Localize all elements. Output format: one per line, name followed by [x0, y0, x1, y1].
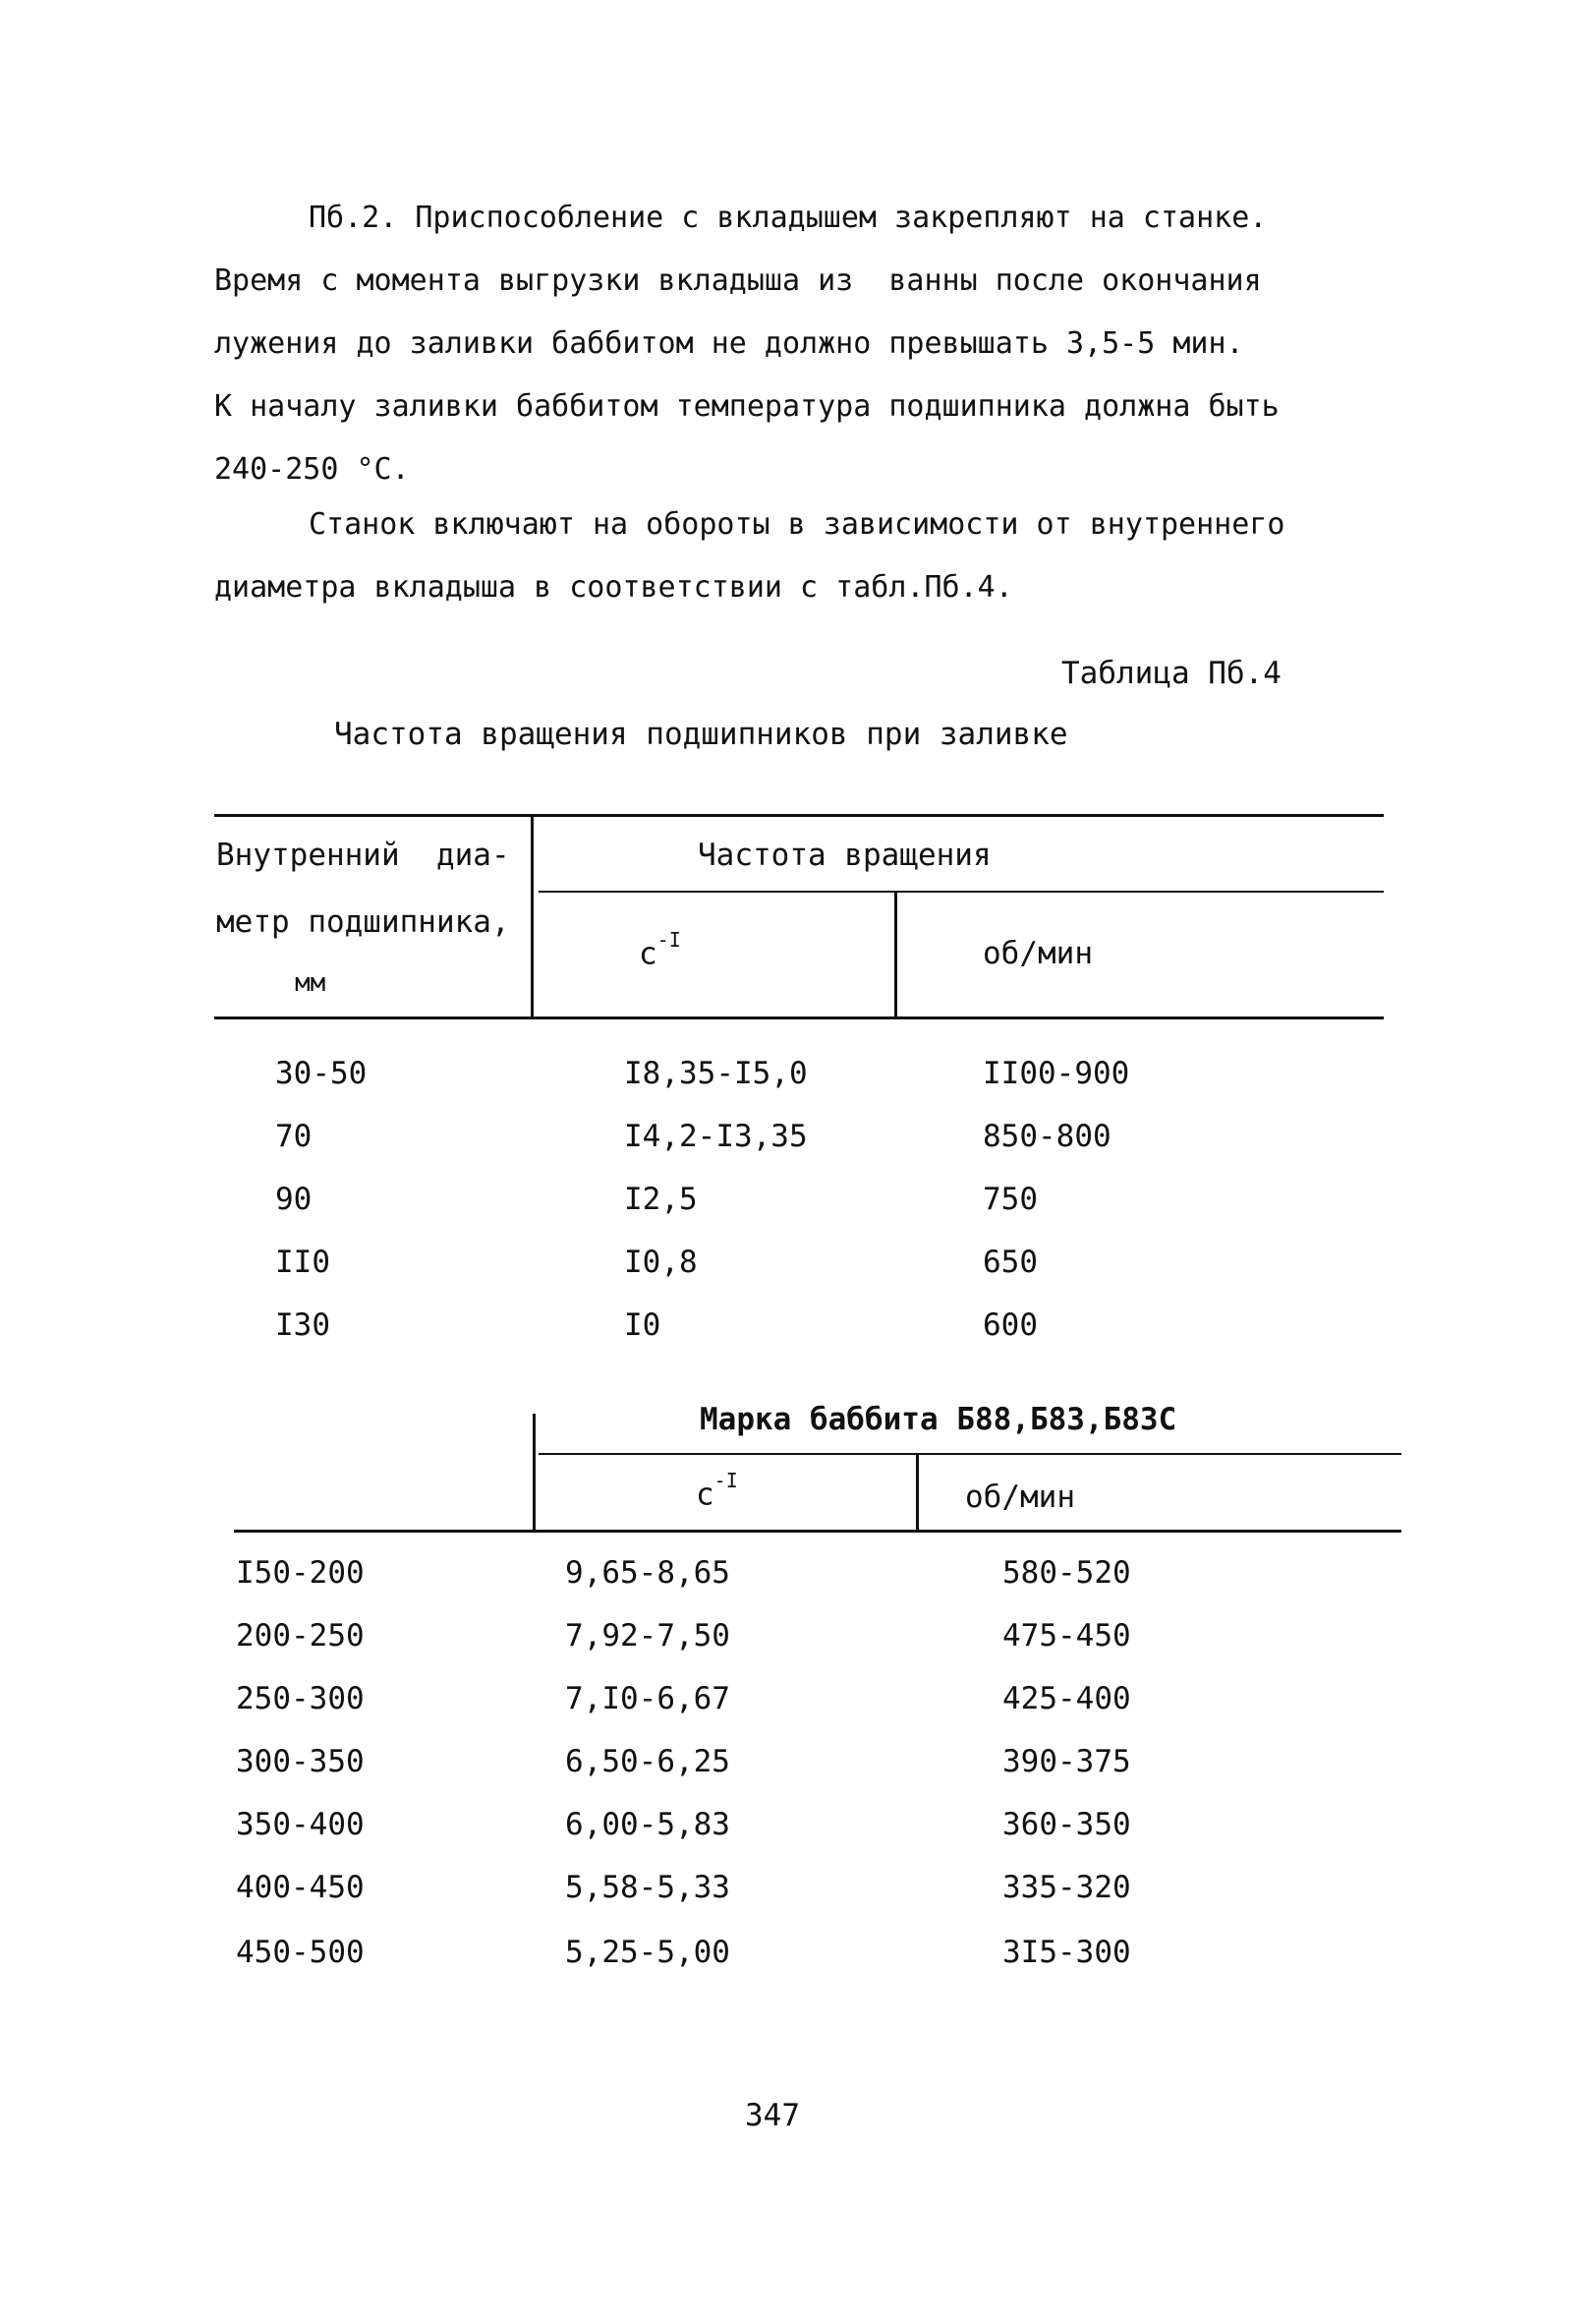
table2-header-rule: [234, 1530, 1401, 1533]
table-column-divider: [531, 816, 534, 1016]
header-diameter-line2: метр подшипника,: [216, 904, 510, 940]
cell-frequency-rpm: 3I5-300: [1002, 1935, 1131, 1970]
table-group-rule: [539, 891, 1384, 893]
cell-frequency-s: 7,I0-6,67: [565, 1681, 730, 1716]
cell-diameter: 90: [275, 1182, 313, 1217]
cell-diameter: 30-50: [275, 1056, 368, 1091]
header-diameter-line1: Внутренний диа-: [216, 838, 510, 873]
header-frequency-group: Частота вращения: [698, 838, 992, 873]
paragraph-line: лужения до заливки баббитом не должно превышать 3,5-5 мин.: [214, 326, 1244, 361]
paragraph-line: Время с момента выгрузки вкладыша из ванны после окончания: [214, 263, 1262, 298]
unit-base: с: [696, 1477, 714, 1513]
cell-frequency-rpm: 750: [983, 1182, 1038, 1217]
paragraph-1: [214, 187, 1394, 501]
header-unit-rpm: об/мин: [983, 936, 1093, 971]
cell-frequency-s: 7,92-7,50: [565, 1618, 730, 1654]
cell-diameter: 200-250: [236, 1618, 365, 1654]
unit-base: с: [639, 936, 657, 972]
table2-group-rule: [539, 1453, 1401, 1455]
cell-frequency-rpm: 425-400: [1002, 1681, 1131, 1716]
cell-diameter: II0: [275, 1245, 330, 1280]
page-number: 347: [745, 2098, 800, 2133]
cell-frequency-rpm: 475-450: [1002, 1618, 1131, 1654]
unit-exponent: -I: [713, 1469, 738, 1492]
cell-diameter: I50-200: [236, 1555, 365, 1591]
cell-frequency-s: 6,50-6,25: [565, 1744, 730, 1779]
cell-diameter: 350-400: [236, 1807, 365, 1842]
cell-frequency-s: 6,00-5,83: [565, 1807, 730, 1842]
header-babbitt-grade: Марка баббита Б88,Б83,Б83С: [700, 1402, 1177, 1437]
cell-frequency-s: I8,35-I5,0: [624, 1056, 808, 1091]
cell-frequency-rpm: 335-320: [1002, 1870, 1131, 1905]
cell-frequency-rpm: 650: [983, 1245, 1038, 1280]
cell-frequency-rpm: 600: [983, 1307, 1038, 1343]
cell-frequency-rpm: II00-900: [983, 1056, 1130, 1091]
cell-frequency-s: 5,25-5,00: [565, 1935, 730, 1970]
table-header-rule: [214, 1016, 1384, 1019]
cell-diameter: I30: [275, 1307, 330, 1343]
cell-frequency-rpm: 360-350: [1002, 1807, 1131, 1842]
cell-frequency-s: 9,65-8,65: [565, 1555, 730, 1591]
cell-diameter: 250-300: [236, 1681, 365, 1716]
table-unit-divider: [894, 892, 897, 1016]
cell-frequency-rpm: 390-375: [1002, 1744, 1131, 1779]
cell-diameter: 70: [275, 1119, 313, 1154]
table-top-rule: [214, 814, 1384, 817]
cell-diameter: 300-350: [236, 1744, 365, 1779]
cell-frequency-s: I0,8: [624, 1245, 698, 1280]
table-title: Частота вращения подшипников при заливке: [334, 717, 1068, 752]
paragraph-line: Пб.2. Приспособление с вкладышем закрепляют на станке.: [309, 201, 1268, 235]
table2-column-divider: [533, 1414, 536, 1532]
cell-diameter: 400-450: [236, 1870, 365, 1905]
cell-frequency-rpm: 580-520: [1002, 1555, 1131, 1591]
paragraph-line: 240-250 °С.: [214, 452, 410, 487]
paragraph-line: К началу заливки баббитом температура подшипника должна быть: [214, 389, 1280, 424]
cell-frequency-s: 5,58-5,33: [565, 1870, 730, 1905]
header2-unit-per-second: [696, 1469, 738, 1513]
cell-frequency-s: I4,2-I3,35: [624, 1119, 808, 1154]
header2-unit-rpm: об/мин: [965, 1480, 1075, 1515]
paragraph-line: диаметра вкладыша в соответствии с табл.Пб.4.: [214, 570, 1013, 605]
cell-diameter: 450-500: [236, 1935, 365, 1970]
cell-frequency-s: I2,5: [624, 1182, 698, 1217]
paragraph-2: [214, 493, 1394, 619]
unit-exponent: -I: [656, 928, 681, 952]
table2-unit-divider: [916, 1455, 919, 1532]
header-diameter-unit: мм: [295, 968, 326, 998]
header-unit-per-second: [639, 928, 681, 972]
cell-frequency-rpm: 850-800: [983, 1119, 1112, 1154]
cell-frequency-s: I0: [624, 1307, 661, 1343]
paragraph-line: Станок включают на обороты в зависимости от внутреннего: [309, 507, 1285, 542]
table-label: Таблица Пб.4: [1061, 656, 1282, 691]
